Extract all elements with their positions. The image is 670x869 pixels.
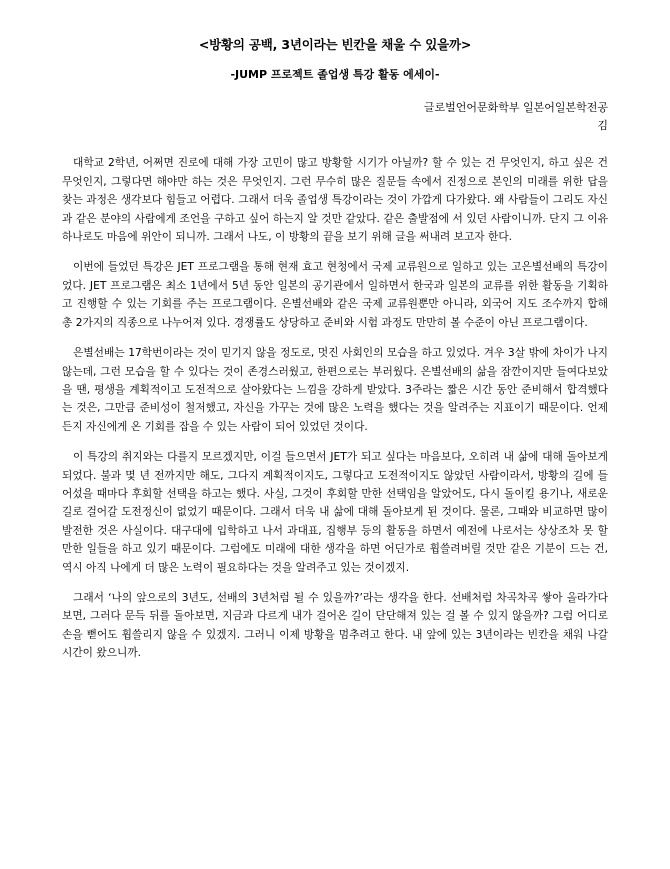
body-paragraph: 이 특강의 취지와는 다를지 모르겠지만, 이걸 들으면서 JET가 되고 싶다는 마음보다, 오히려 내 삶에 대해 돌아보게 되었다. 불과 몇 년 전까지만 해도, 그다지 계획적이지도, 그렇다고 도전적이지도 않았던 사람이라서, 방황의 길에 들어섰을 때마다 후회할 선택을 하고는 했다. 사실, 그것이 후회할 만한 선택임을 알았어도, 다시 돌이킬 용기나, 새로운 길로 걸어갈 도전정신이 없었기 때문이다. 그래서 더욱 내 삶에 대해 돌아보게 된 것이다. 물론, 그때와 비교하면 많이 발전한 것은 사실이다. 대구대에 입학하고 나서 과대표, 집행부 등의 활동을 하면서 예전에 나로서는 상상조차 못 할 만한 일들을 하고 있기 때문이다. 그럼에도 미래에 대한 생각을 하면 어딘가로 휩쓸려버릴 것만 같은 기분이 드는 건, 역시 아직 나에게 더 많은 노력이 필요하다는 것을 알려주고 있는 것이겠지. [62, 450, 608, 574]
body-paragraph: 그래서 ‘나의 앞으로의 3년도, 선배의 3년처럼 될 수 있을까?’라는 생각을 한다. 선배처럼 차곡차곡 쌓아 올라가다 보면, 그러다 문득 뒤를 돌아보면, 지금과 다르게 내가 걸어온 길이 단단해져 있는 걸 볼 수 있지 않을까? 그럼 어디로 손을 뻗어도 휩쓸리지 않을 수 있겠지. 그러니 이제 방황을 멈추려고 한다. 내 앞에 있는 3년이라는 빈칸을 채워 나갈 시간이 왔으니까. [62, 590, 608, 660]
body-paragraph: 대학교 2학년, 어쩌면 진로에 대해 가장 고민이 많고 방황할 시기가 아닐까? 할 수 있는 건 무엇인지, 하고 싶은 건 무엇인지, 그렇다면 해야만 하는 것은 무엇인지. 그런 무수히 많은 질문들 속에서 진정으로 본인의 미래를 위한 답을 찾는 과정은 생각보다 힘들고 어렵다. 그래서 더욱 졸업생 특강이라는 것이 가깝게 다가왔다. 왜 사람들이 그리도 자신과 같은 분야의 사람에게 조언을 구하고 싶어 하는지 알 것만 같았다. 같은 출발점에 서 있던 사람이니까. 단지 그 이유 하나로도 마음에 위안이 되니까. 그래서 나도, 이 방황의 끝을 보기 위해 글을 써내려 보고자 한다. [62, 156, 608, 244]
body-paragraph: 이번에 들었던 특강은 JET 프로그램을 통해 현재 효고 현청에서 국제 교류원으로 일하고 있는 고은별선배의 특강이었다. JET 프로그램은 최소 1년에서 5년 동안 일본의 공기관에서 일하면서 한국과 일본의 교류를 위한 활동을 기획하고 진행할 수 있는 기회를 주는 프로그램이다. 은별선배와 같은 국제 교류원뿐만 아니라, 외국어 지도 조수까지 합해 총 2가지의 직종으로 나누어져 있다. 경쟁률도 상당하고 준비와 시험 과정도 만만히 볼 수준이 아닌 프로그램이다. [62, 260, 608, 329]
body-paragraph: 은별선배는 17학번이라는 것이 믿기지 않을 정도로, 멋진 사회인의 모습을 하고 있었다. 겨우 3살 밖에 차이가 나지 않는데, 그런 모습을 할 수 있다는 것이 존경스러웠고, 한편으로는 부러웠다. 은별선배의 삶을 잠깐이지만 들여다보았을 땐, 평생을 계획적이고 도전적으로 살아왔다는 느낌을 강하게 받았다. 3주라는 짧은 시간 동안 준비해서 합격했다는 것은, 그만큼 준비성이 철저했고, 자신을 가꾸는 것에 많은 노력을 했다는 것을 알려주는 지표이기 때문이다. 언제든지 자신에게 온 기회를 잡을 수 있는 사람이 되어 있었던 것이다. [62, 346, 608, 433]
byline-author: 김 [597, 118, 608, 132]
document-body [62, 154, 608, 662]
page-title: <방황의 공백, 3년이라는 빈칸을 채울 수 있을까> [198, 37, 472, 52]
page-subtitle: -JUMP 프로젝트 졸업생 특강 활동 에세이- [230, 67, 440, 81]
byline [62, 99, 608, 134]
byline-affiliation: 글로벌언어문화학부 일본어일본학전공 [423, 101, 608, 115]
